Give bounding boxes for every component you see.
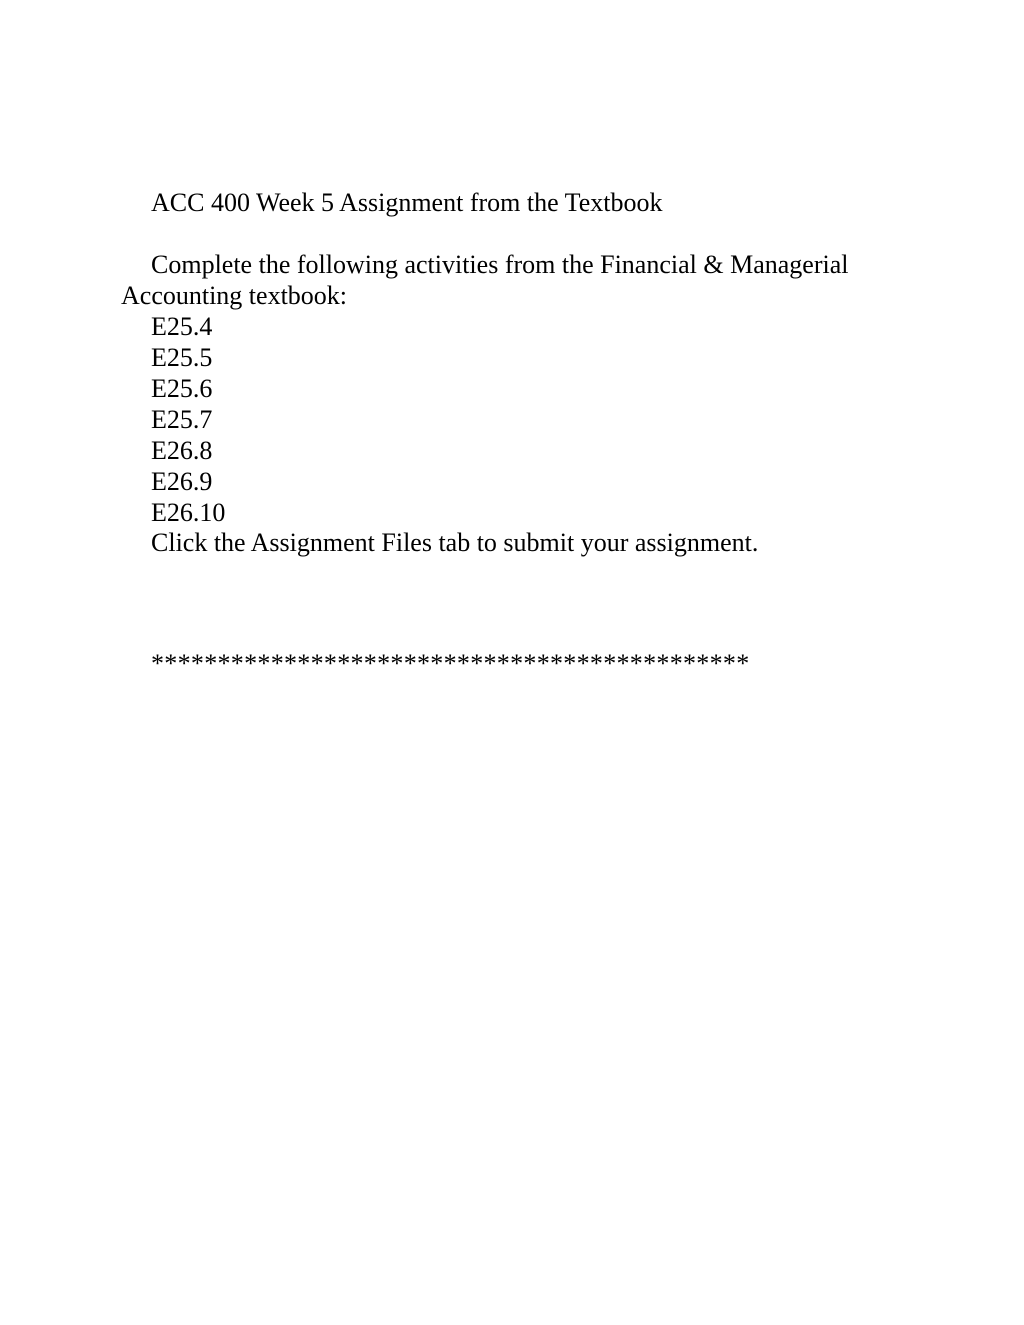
intro-paragraph: Complete the following activities from the Financial & Managerial Accounting textbook:	[121, 250, 849, 310]
submission-instruction: Click the Assignment Files tab to submit your assignment.	[151, 528, 759, 557]
exercise-item: E25.6	[151, 374, 213, 403]
exercise-item: E26.8	[151, 436, 213, 465]
exercise-item: E26.10	[151, 498, 226, 527]
exercise-list	[151, 311, 225, 528]
exercise-item: E25.4	[151, 312, 213, 341]
asterisk-separator: *********************************************	[151, 649, 750, 678]
exercise-item: E25.7	[151, 405, 213, 434]
exercise-item: E26.9	[151, 467, 213, 496]
assignment-title: ACC 400 Week 5 Assignment from the Textbook	[151, 188, 663, 217]
exercise-item: E25.5	[151, 343, 213, 372]
